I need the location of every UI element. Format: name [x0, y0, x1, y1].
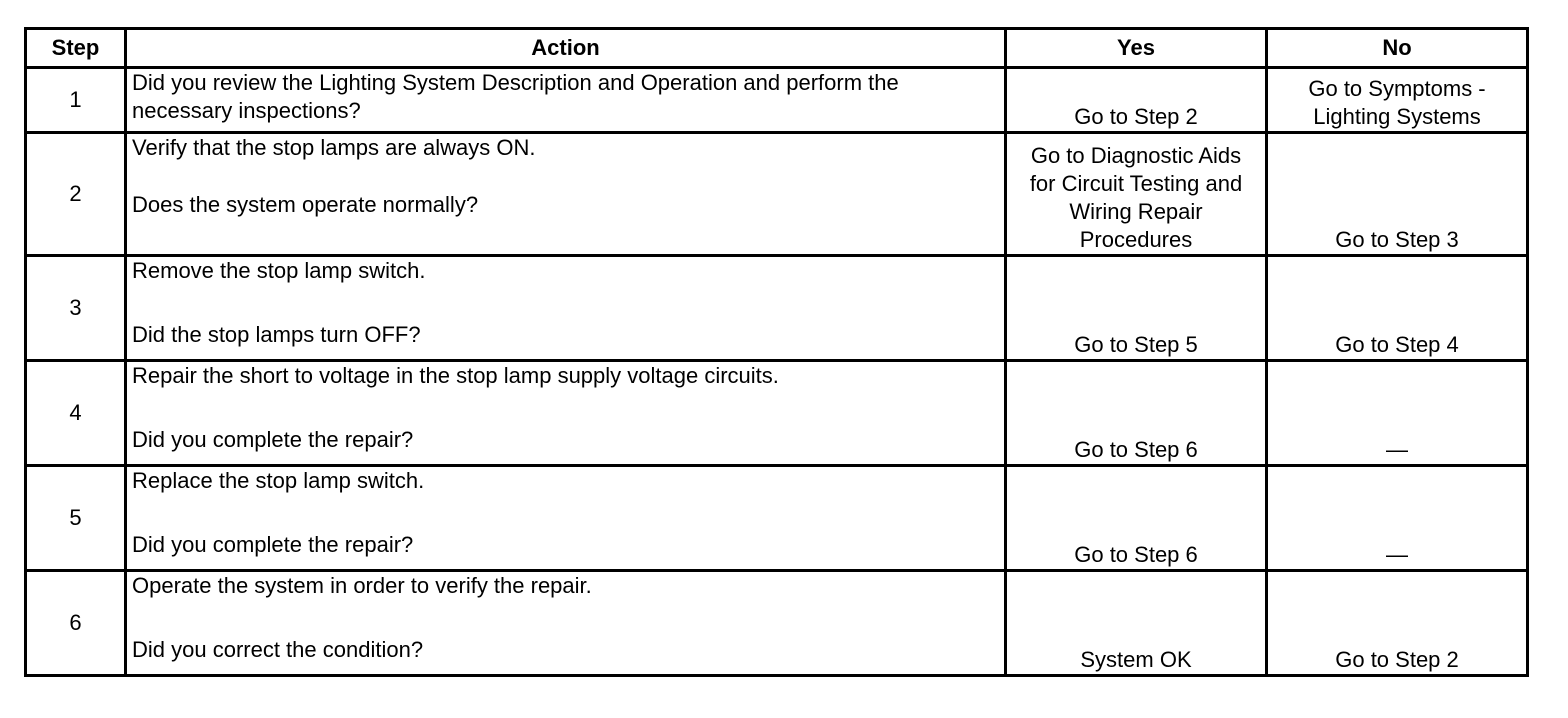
yes-result: Go to Step 6 — [1006, 361, 1267, 466]
step-number: 5 — [26, 466, 126, 571]
no-result: Go to Step 4 — [1267, 256, 1528, 361]
diagnostic-table — [24, 27, 1529, 677]
action-question: Does the system operate normally? — [132, 192, 479, 217]
step-number: 1 — [26, 68, 126, 133]
yes-result: Go to Step 6 — [1006, 466, 1267, 571]
action-cell — [126, 68, 1006, 133]
step-number: 4 — [26, 361, 126, 466]
yes-result: System OK — [1006, 571, 1267, 676]
step-number: 2 — [26, 133, 126, 256]
action-instruction: Operate the system in order to verify the repair. — [132, 573, 592, 598]
header-no: No — [1267, 29, 1528, 68]
table-row — [26, 466, 1528, 571]
action-cell — [126, 256, 1006, 361]
yes-result: Go to Step 2 — [1006, 68, 1267, 133]
action-instruction: Did you review the Lighting System Description and Operation and perform the necessary inspections? — [132, 70, 899, 123]
no-result: — — [1267, 466, 1528, 571]
action-cell — [126, 571, 1006, 676]
table-row — [26, 68, 1528, 133]
action-question: Did the stop lamps turn OFF? — [132, 322, 421, 347]
no-result: — — [1267, 361, 1528, 466]
yes-result: Go to Step 5 — [1006, 256, 1267, 361]
header-action: Action — [126, 29, 1006, 68]
step-number: 6 — [26, 571, 126, 676]
action-question: Did you complete the repair? — [132, 427, 414, 452]
action-cell — [126, 133, 1006, 256]
no-result: Go to Step 3 — [1267, 133, 1528, 256]
header-step: Step — [26, 29, 126, 68]
action-instruction: Remove the stop lamp switch. — [132, 258, 426, 283]
table-row — [26, 133, 1528, 256]
action-question: Did you correct the condition? — [132, 637, 424, 662]
no-result: Go to Step 2 — [1267, 571, 1528, 676]
action-cell — [126, 361, 1006, 466]
table-row — [26, 256, 1528, 361]
table-row — [26, 571, 1528, 676]
action-instruction: Replace the stop lamp switch. — [132, 468, 425, 493]
action-cell — [126, 466, 1006, 571]
action-question: Did you complete the repair? — [132, 532, 414, 557]
table-row — [26, 361, 1528, 466]
header-yes: Yes — [1006, 29, 1267, 68]
header-row — [26, 29, 1528, 68]
yes-result: Go to Diagnostic Aids for Circuit Testing and Wiring Repair Procedures — [1006, 133, 1267, 256]
action-instruction: Repair the short to voltage in the stop lamp supply voltage circuits. — [132, 363, 779, 388]
no-result: Go to Symptoms - Lighting Systems — [1267, 68, 1528, 133]
action-instruction: Verify that the stop lamps are always ON. — [132, 135, 536, 160]
step-number: 3 — [26, 256, 126, 361]
